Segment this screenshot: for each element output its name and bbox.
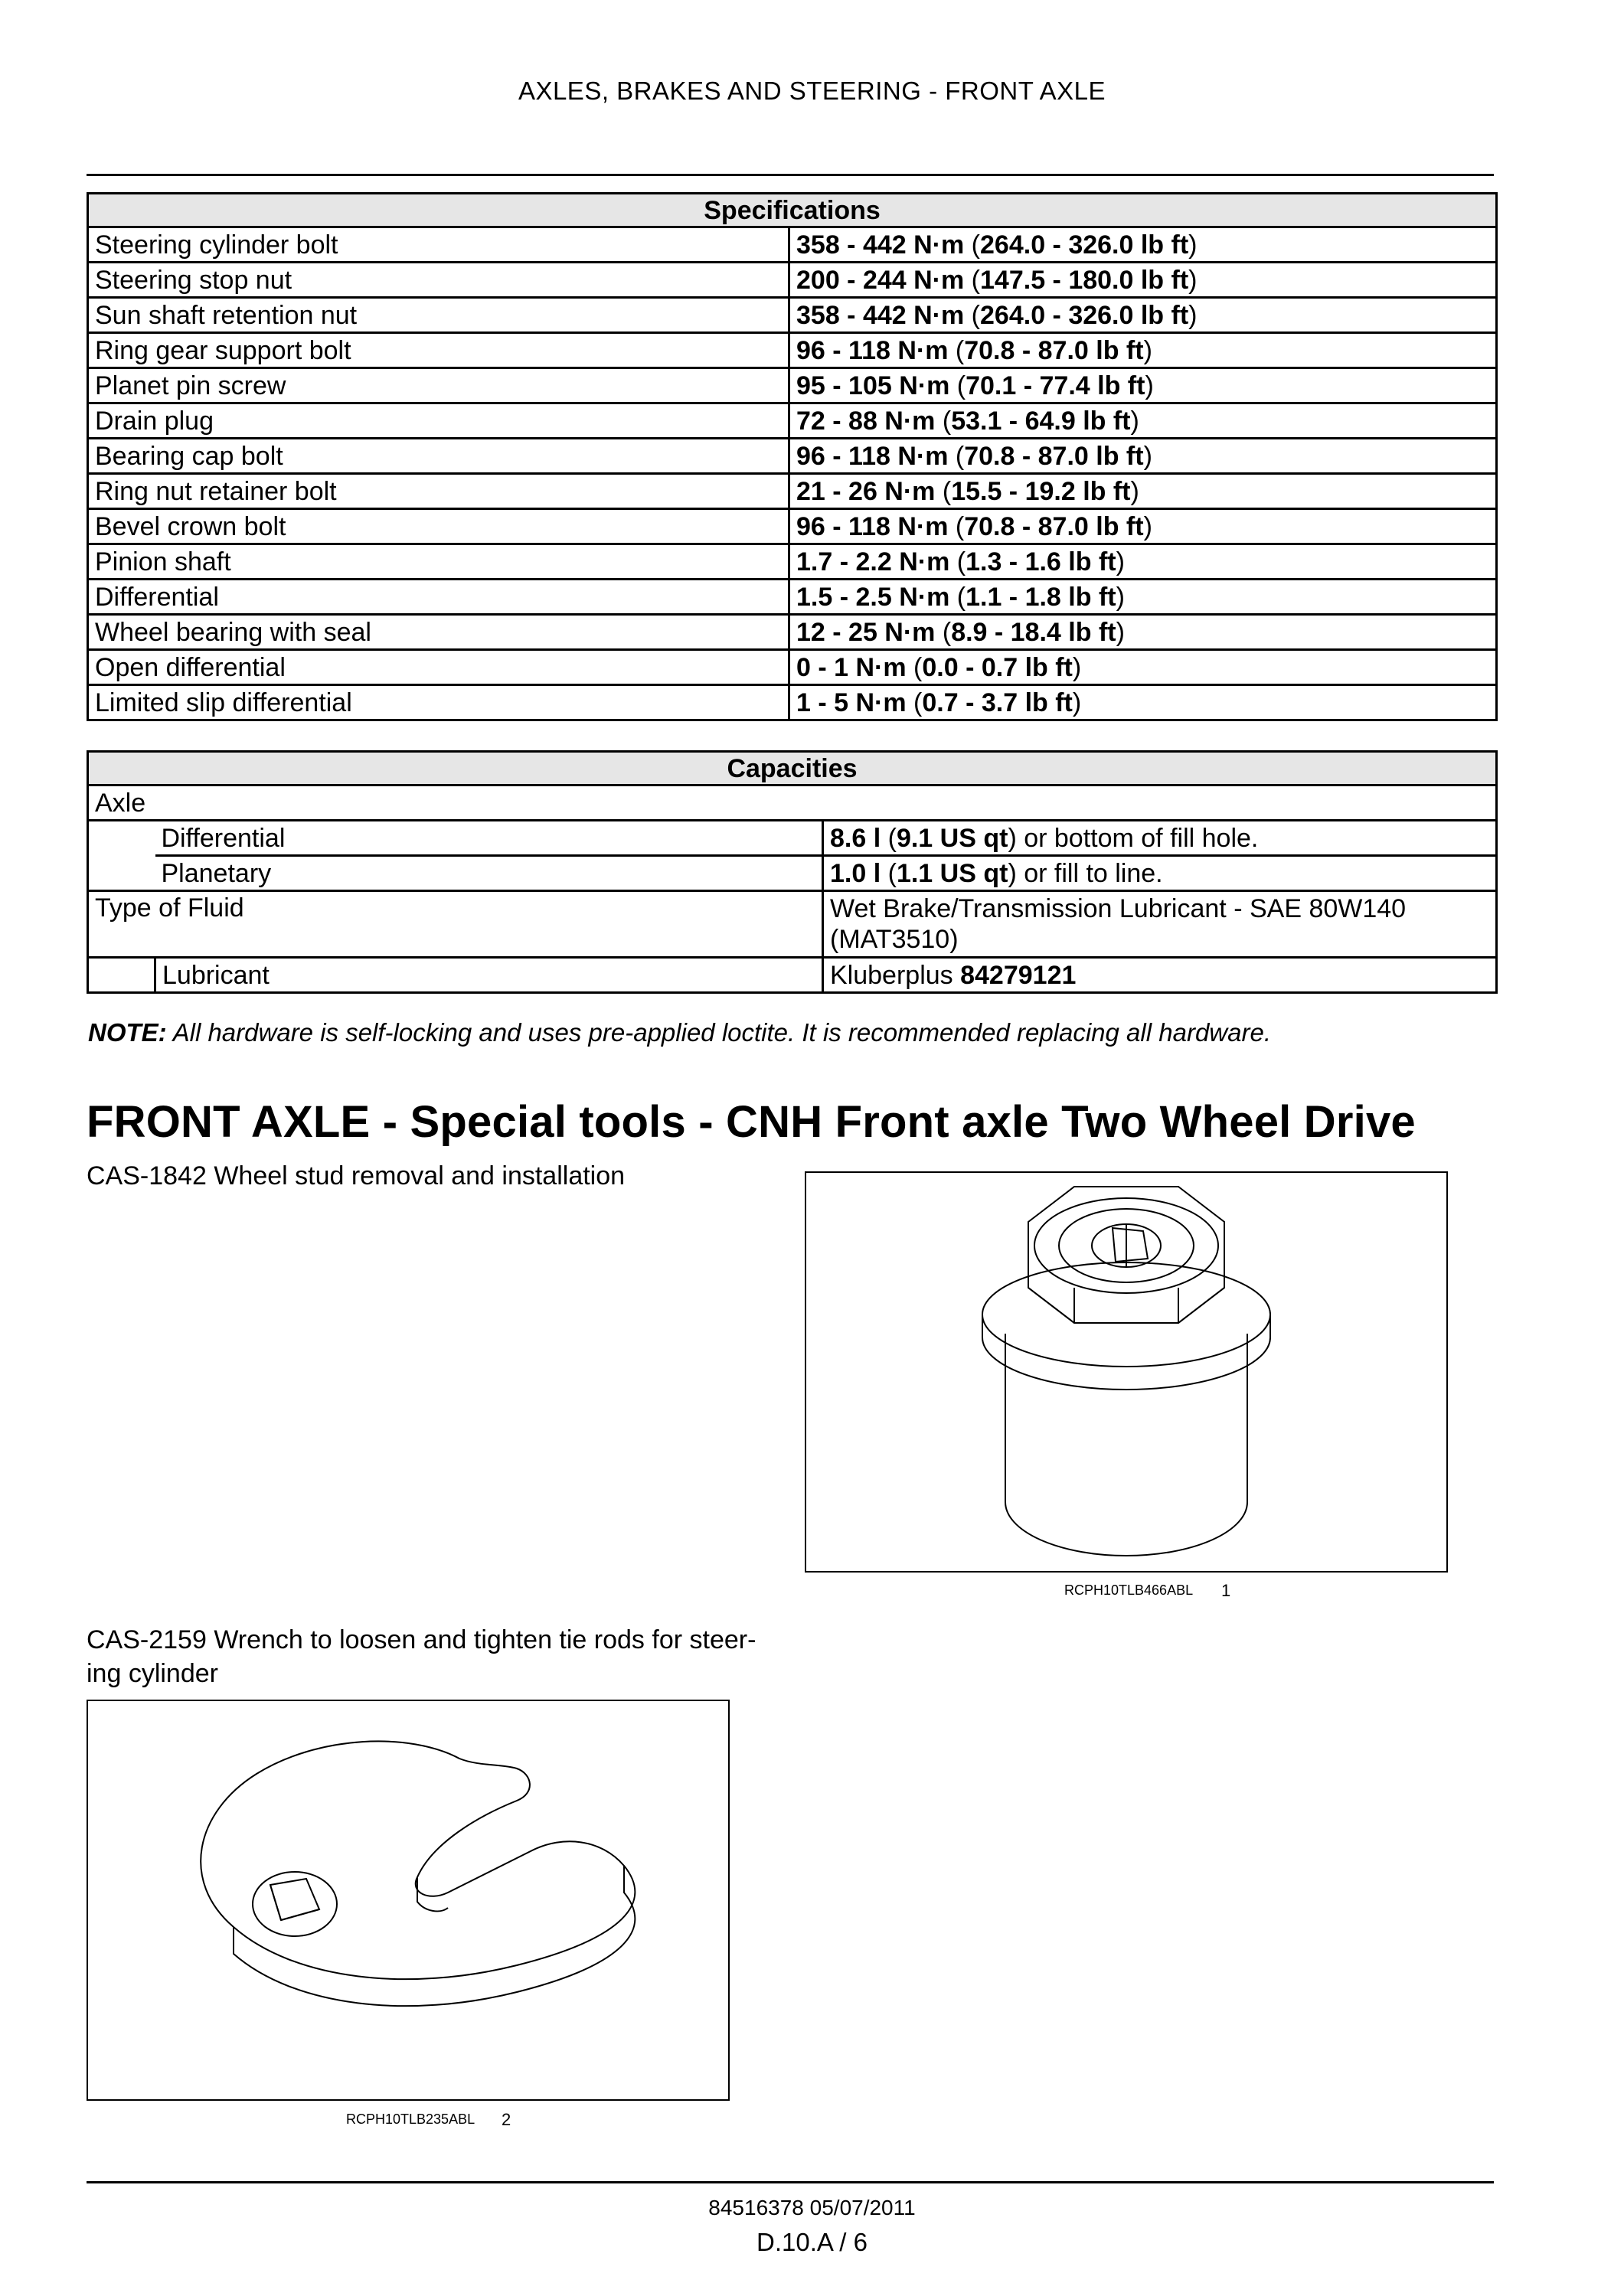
spec-value: 12 - 25 N·m (8.9 - 18.4 lb ft)	[789, 615, 1497, 650]
footer-code: 84516378 05/07/2011	[708, 2196, 916, 2219]
spec-item: Open differential	[88, 650, 789, 685]
spec-value: 95 - 105 N·m (70.1 - 77.4 lb ft)	[789, 368, 1497, 403]
capacities-table	[87, 750, 1498, 994]
spec-row	[88, 333, 1497, 368]
page-number: D.10.A / 6	[756, 2228, 868, 2256]
planetary-label: Planetary	[155, 856, 823, 891]
spec-value: 358 - 442 N·m (264.0 - 326.0 lb ft)	[789, 298, 1497, 333]
spec-row	[88, 544, 1497, 580]
spec-row	[88, 439, 1497, 474]
spec-item: Bearing cap bolt	[88, 439, 789, 474]
spec-row	[88, 263, 1497, 298]
spec-value: 1 - 5 N·m (0.7 - 3.7 lb ft)	[789, 685, 1497, 720]
spec-item: Steering cylinder bolt	[88, 227, 789, 263]
spec-value: 96 - 118 N·m (70.8 - 87.0 lb ft)	[789, 439, 1497, 474]
footer-rule	[87, 2181, 1494, 2183]
spec-row	[88, 650, 1497, 685]
section-title: FRONT AXLE - Special tools - CNH Front axle Two Wheel Drive	[87, 1097, 1416, 1147]
differential-label: Differential	[155, 821, 823, 856]
tool-2-description: CAS-2159 Wrench to loosen and tighten tie rods for steer- ing cylinder	[87, 1625, 756, 1688]
spec-row	[88, 298, 1497, 333]
tie-rod-wrench-illustration	[88, 1701, 728, 2099]
spec-row	[88, 227, 1497, 263]
header-rule	[87, 174, 1494, 176]
axle-label: Axle	[88, 785, 1497, 821]
figure-2-ref: RCPH10TLB235ABL	[346, 2111, 475, 2127]
indent-cell	[88, 958, 155, 993]
spec-row	[88, 474, 1497, 509]
wheel-stud-tool-illustration	[806, 1173, 1446, 1571]
spec-value: 96 - 118 N·m (70.8 - 87.0 lb ft)	[789, 509, 1497, 544]
spec-row	[88, 403, 1497, 439]
capacities-title: Capacities	[88, 752, 1497, 785]
spec-item: Sun shaft retention nut	[88, 298, 789, 333]
spec-value: 200 - 244 N·m (147.5 - 180.0 lb ft)	[789, 263, 1497, 298]
spec-item: Limited slip differential	[88, 685, 789, 720]
tool-1-description: CAS-1842 Wheel stud removal and installation	[87, 1161, 626, 1190]
lubricant-value: Kluberplus 84279121	[823, 958, 1497, 993]
figure-1-wheel-stud-tool	[805, 1171, 1448, 1573]
spec-value: 72 - 88 N·m (53.1 - 64.9 lb ft)	[789, 403, 1497, 439]
figure-1-ref: RCPH10TLB466ABL	[1064, 1582, 1194, 1598]
spec-item: Pinion shaft	[88, 544, 789, 580]
fluid-type-value: Wet Brake/Transmission Lubricant - SAE 80W140 (MAT3510)	[823, 891, 1497, 958]
spec-value: 358 - 442 N·m (264.0 - 326.0 lb ft)	[789, 227, 1497, 263]
note: NOTE: All hardware is self-locking and uses pre-applied loctite. It is recommended replacing all hardware.	[88, 1018, 1271, 1047]
page-header: AXLES, BRAKES AND STEERING - FRONT AXLE	[518, 77, 1106, 105]
spec-value: 1.5 - 2.5 N·m (1.1 - 1.8 lb ft)	[789, 580, 1497, 615]
spec-item: Steering stop nut	[88, 263, 789, 298]
spec-item: Ring gear support bolt	[88, 333, 789, 368]
spec-value: 0 - 1 N·m (0.0 - 0.7 lb ft)	[789, 650, 1497, 685]
spec-row	[88, 615, 1497, 650]
spec-value: 96 - 118 N·m (70.8 - 87.0 lb ft)	[789, 333, 1497, 368]
spec-item: Ring nut retainer bolt	[88, 474, 789, 509]
spec-item: Drain plug	[88, 403, 789, 439]
figure-2-number: 2	[502, 2110, 511, 2129]
spec-row	[88, 509, 1497, 544]
spec-value: 1.7 - 2.2 N·m (1.3 - 1.6 lb ft)	[789, 544, 1497, 580]
figure-2-tie-rod-wrench	[87, 1700, 730, 2101]
spec-row	[88, 580, 1497, 615]
spec-item: Wheel bearing with seal	[88, 615, 789, 650]
planetary-capacity: 1.0 l (1.1 US qt) or fill to line.	[823, 856, 1497, 891]
differential-capacity: 8.6 l (9.1 US qt) or bottom of fill hole.	[823, 821, 1497, 856]
indent-cell	[88, 821, 155, 856]
specifications-table	[87, 192, 1498, 721]
indent-cell	[88, 856, 155, 891]
spec-row	[88, 368, 1497, 403]
specifications-title: Specifications	[88, 194, 1497, 227]
spec-item: Differential	[88, 580, 789, 615]
spec-item: Bevel crown bolt	[88, 509, 789, 544]
figure-1-number: 1	[1221, 1581, 1231, 1600]
spec-value: 21 - 26 N·m (15.5 - 19.2 lb ft)	[789, 474, 1497, 509]
spec-item: Planet pin screw	[88, 368, 789, 403]
fluid-type-label: Type of Fluid	[88, 891, 823, 958]
lubricant-label: Lubricant	[155, 958, 823, 993]
spec-row	[88, 685, 1497, 720]
